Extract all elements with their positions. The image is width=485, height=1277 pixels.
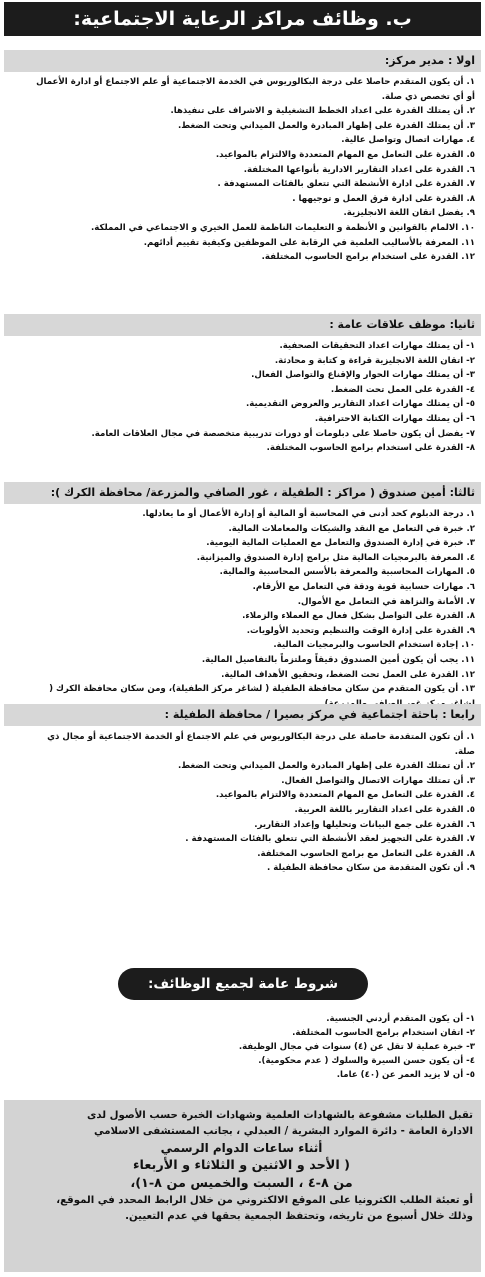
list-item: ٤. مهارات اتصال وتواصل عالية. [341, 135, 475, 146]
section-heading: اولا : مدير مركز: [4, 50, 481, 72]
list-item: ٦- أن يمتلك مهارات الكتابة الاحترافية. [314, 413, 475, 424]
list-item: ٧. القدرة على ادارة الأنشطة التي تتعلق بالفئات المستهدفة . [217, 179, 475, 190]
list-item: ٤- أن يكون حسن السيرة والسلوك ( عدم محكومية). [258, 1056, 475, 1066]
list-item: ٦. القدرة على جمع البيانات وتحليلها وإعداد التقارير. [254, 819, 475, 830]
page-title: ب. وظائف مراكز الرعاية الاجتماعية: [4, 2, 481, 36]
office-hours-times: من ٨-٤ ، السبت والخميس من ٨-١)، [130, 1176, 353, 1191]
list-item: ٣- خبرة عملية لا تقل عن (٤) سنوات في مجال الوظيفة. [238, 1042, 475, 1052]
section-public-relations [4, 314, 481, 480]
list-item: ٨. القدرة على التواصل بشكل فعال مع العملاء والزملاء. [242, 611, 475, 622]
section-social-researcher [4, 704, 481, 960]
list-item: ١. أن يكون المتقدم حاصلا على درجة البكالوريوس في الخدمة الاجتماعية أو علم الاجتماع أو ادارة الأعمال [36, 77, 475, 87]
list-item: ٩. أن تكون المتقدمة من سكان محافظة الطفيلة . [266, 863, 475, 874]
list-item: صلة. [454, 746, 475, 757]
list-item: ١. أن تكون المتقدمة حاصلة على درجة البكالوريوس في علم الاجتماع أو الخدمة الاجتماعية أو مجال ذي [47, 732, 475, 742]
section-heading: ثالثا: أمين صندوق ( مراكز : الطفيلة ، غور الصافي والمزرعة/ محافظة الكرك ): [4, 482, 481, 504]
office-hours-days: ( الأحد و الاثنين و الثلاثاء و الأربعاء [132, 1158, 351, 1173]
list-item: ٢. أن تمتلك القدرة على إظهار المبادرة والعمل الميداني وتحت الضغط. [177, 761, 475, 772]
office-hours-heading: أثناء ساعات الدوام الرسمي [160, 1141, 323, 1155]
footer-line: تقبل الطلبات مشفوعة بالشهادات العلمية وشهادات الخبرة حسب الأصول لدى [87, 1110, 473, 1121]
list-item: ٤. القدرة على التعامل مع المهام المتعددة والالتزام بالمواعيد. [215, 790, 475, 801]
footer-line: أو تعبئة الطلب الكترونيا على الموقع الالكتروني من خلال الرابط المحدد في الموقع، [56, 1195, 473, 1206]
list-item: ١٠. إجادة استخدام الحاسوب والبرمجيات المالية. [273, 640, 475, 651]
list-item: ١. درجة الدبلوم كحد أدنى في المحاسبة أو المالية أو إدارة الأعمال أو ما يعادلها. [142, 509, 475, 519]
section-heading: رابعا : باحثة اجتماعية في مركز بصيرا / محافظة الطفيلة : [4, 704, 481, 726]
list-item: ١- أن يمتلك مهارات اعداد التحقيقات الصحفية. [279, 341, 475, 351]
list-item: ٥. المهارات المحاسبية والمعرفة بالأسس المحاسبية والمالية. [219, 567, 475, 578]
list-item: ١٢. القدرة على العمل تحت الضغط، وتحقيق الأهداف المالية. [221, 669, 475, 680]
list-item: ٨. القدرة على ادارة فرق العمل و توجيهها . [292, 193, 475, 204]
list-item: ٥- أن لا يزيد العمر عن (٤٠) عاما. [336, 1070, 475, 1080]
list-item: ٥. القدرة على اعداد التقارير باللغة العربية. [294, 804, 475, 815]
requirements-list [4, 726, 481, 876]
list-item: ٢. خبرة في التعامل مع النقد والشيكات والمعاملات المالية. [228, 523, 475, 534]
requirements-list [4, 504, 481, 711]
list-item: ٧. الأمانة والنزاهة في التعامل مع الأموال. [297, 596, 475, 607]
requirements-list [4, 72, 481, 265]
list-item: ٧- يفضل أن يكون حاصلا على دبلومات أو دورات تدريبية متخصصة في مجال العلاقات العامة. [91, 428, 475, 439]
general-conditions-list [4, 1006, 481, 1092]
list-item: ٦. مهارات حسابية قوية ودقة في التعامل مع الأرقام. [252, 581, 475, 592]
list-item: ١١. المعرفة بالأساليب العلمية في الرقابة على الموظفين وكيفية تقييم أدائهم. [143, 237, 475, 248]
list-item: ٤- القدرة على العمل تحت الضغط. [330, 384, 475, 395]
list-item: ٢- اتقان استخدام برامج الحاسوب المختلفة. [292, 1028, 475, 1038]
list-item: ١٣. أن يكون المتقدم من سكان محافظة الطفيلة ( لشاغر مركز الطفيلة)، ومن سكان محافظة الكرك ( [49, 684, 475, 695]
list-item: ٢. أن يمتلك القدرة على اعداد الخطط التشغيلية و الاشراف على تنفيذها. [170, 106, 475, 117]
section-center-manager [4, 50, 481, 300]
requirements-list [4, 336, 481, 456]
list-item: ٦. القدرة على اعداد التقارير الادارية بأنواعها المختلفة. [243, 164, 475, 175]
list-item: ٩. القدرة على إدارة الوقت والتنظيم وتحديد الأولويات. [246, 625, 475, 636]
list-item: ٩. يفضل اتقان اللغة الانجليزية. [343, 208, 475, 219]
list-item: ٤. المعرفة بالبرمجيات المالية مثل برامج إدارة الصندوق والميزانية. [196, 552, 475, 563]
list-item: ٣. خبرة في إدارة الصندوق والتعامل مع العمليات المالية اليومية. [206, 538, 475, 549]
list-item: ٢- اتقان اللغة الانجليزية قراءة و كتابة و محادثة. [274, 355, 475, 366]
list-item: ٨- القدرة على استخدام برامج الحاسوب المختلفة. [266, 443, 475, 454]
list-item: أو أي تخصص ذي صلة. [381, 91, 475, 102]
list-item: ٣- أن يمتلك مهارات الحوار والإقناع والتواصل الفعال. [251, 370, 475, 381]
footer-line: الادارة العامة - دائرة الموارد البشرية / العبدلي ، بجانب المستشفى الاسلامي [93, 1125, 473, 1137]
list-item: ٥. القدرة على التعامل مع المهام المتعددة والالتزام بالمواعيد. [215, 149, 475, 160]
footer-line: وذلك خلال أسبوع من تاريخه، وتحتفظ الجمعية بحقها في عدم التعيين. [125, 1210, 473, 1222]
list-item: ٣. أن تمتلك مهارات الاتصال والتواصل الفعال. [281, 775, 475, 786]
list-item: ١٢. القدرة على استخدام برامج الحاسوب المختلفة. [261, 252, 475, 263]
list-item: ١١. يجب أن يكون أمين الصندوق دقيقاً وملتزماً بالتفاصيل المالية. [201, 654, 475, 665]
list-item: ٣. أن يمتلك القدرة على إظهار المبادرة والعمل الميداني وتحت الضغط. [177, 120, 475, 131]
application-instructions [4, 1100, 481, 1272]
section-cashier [4, 482, 481, 700]
list-item: ٥- أن يمتلك مهارات اعداد التقارير والعروض التقديمية. [246, 399, 475, 410]
list-item: ٧. القدرة على التجهيز لعقد الأنشطة التي تتعلق بالفئات المستهدفة . [185, 834, 475, 845]
general-conditions-heading: شروط عامة لجميع الوظائف: [118, 968, 368, 1000]
section-heading: ثانيا: موظف علاقات عامة : [4, 314, 481, 336]
list-item: ١٠. الالمام بالقوانين و الأنظمة و التعليمات الناظمة للعمل الخيري و الاجتماعي في المملكة. [91, 222, 475, 233]
list-item: ١- أن يكون المتقدم أردني الجنسية. [326, 1014, 475, 1024]
list-item: ٨. القدرة على التعامل مع برامج الحاسوب المختلفة. [257, 848, 475, 859]
